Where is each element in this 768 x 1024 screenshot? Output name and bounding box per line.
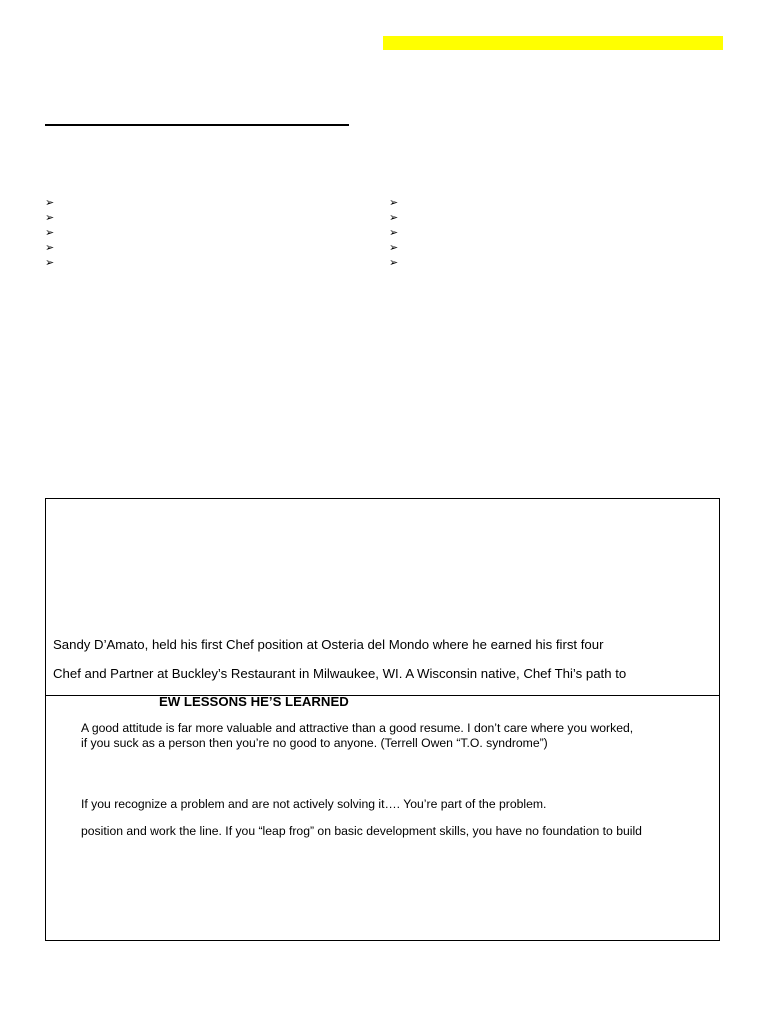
bullet-item bbox=[45, 210, 54, 225]
arrow-bullet-icon: ➢ bbox=[389, 211, 399, 224]
arrow-bullet-icon: ➢ bbox=[45, 241, 55, 254]
arrow-bullet-icon: ➢ bbox=[389, 241, 399, 254]
profile-body-line: Sandy D’Amato, held his first Chef position at Osteria del Mondo where he earned his first four bbox=[53, 637, 604, 652]
arrow-bullet-icon: ➢ bbox=[45, 211, 55, 224]
chef-profile-box bbox=[45, 498, 720, 941]
bullet-item bbox=[389, 195, 398, 210]
arrow-bullet-icon: ➢ bbox=[45, 256, 55, 269]
bullet-list-left bbox=[45, 195, 54, 270]
lesson-line: If you recognize a problem and are not actively solving it…. You’re part of the problem. bbox=[81, 797, 547, 811]
bullet-item bbox=[389, 225, 398, 240]
bullet-list-right bbox=[389, 195, 398, 270]
section-divider bbox=[46, 695, 719, 696]
arrow-bullet-icon: ➢ bbox=[45, 196, 55, 209]
lesson-line: if you suck as a person then you’re no good to anyone. (Terrell Owen “T.O. syndrome”) bbox=[81, 736, 548, 750]
bullet-item bbox=[389, 255, 398, 270]
lessons-heading: EW LESSONS HE’S LEARNED bbox=[159, 694, 349, 709]
bullet-item bbox=[45, 255, 54, 270]
bullet-item bbox=[389, 240, 398, 255]
title-highlight-bar bbox=[383, 36, 723, 50]
bullet-item bbox=[389, 210, 398, 225]
bullet-item bbox=[45, 195, 54, 210]
bullet-item bbox=[45, 240, 54, 255]
heading-underline-rule bbox=[45, 124, 349, 126]
lesson-line: position and work the line. If you “leap frog” on basic development skills, you have no foundation to build bbox=[81, 824, 642, 838]
arrow-bullet-icon: ➢ bbox=[389, 256, 399, 269]
lesson-line: A good attitude is far more valuable and attractive than a good resume. I don’t care where you worked, bbox=[81, 721, 634, 735]
profile-body-line: Chef and Partner at Buckley’s Restaurant in Milwaukee, WI. A Wisconsin native, Chef Thi’s path to bbox=[53, 666, 627, 681]
bullet-item bbox=[45, 225, 54, 240]
arrow-bullet-icon: ➢ bbox=[45, 226, 55, 239]
arrow-bullet-icon: ➢ bbox=[389, 196, 399, 209]
arrow-bullet-icon: ➢ bbox=[389, 226, 399, 239]
